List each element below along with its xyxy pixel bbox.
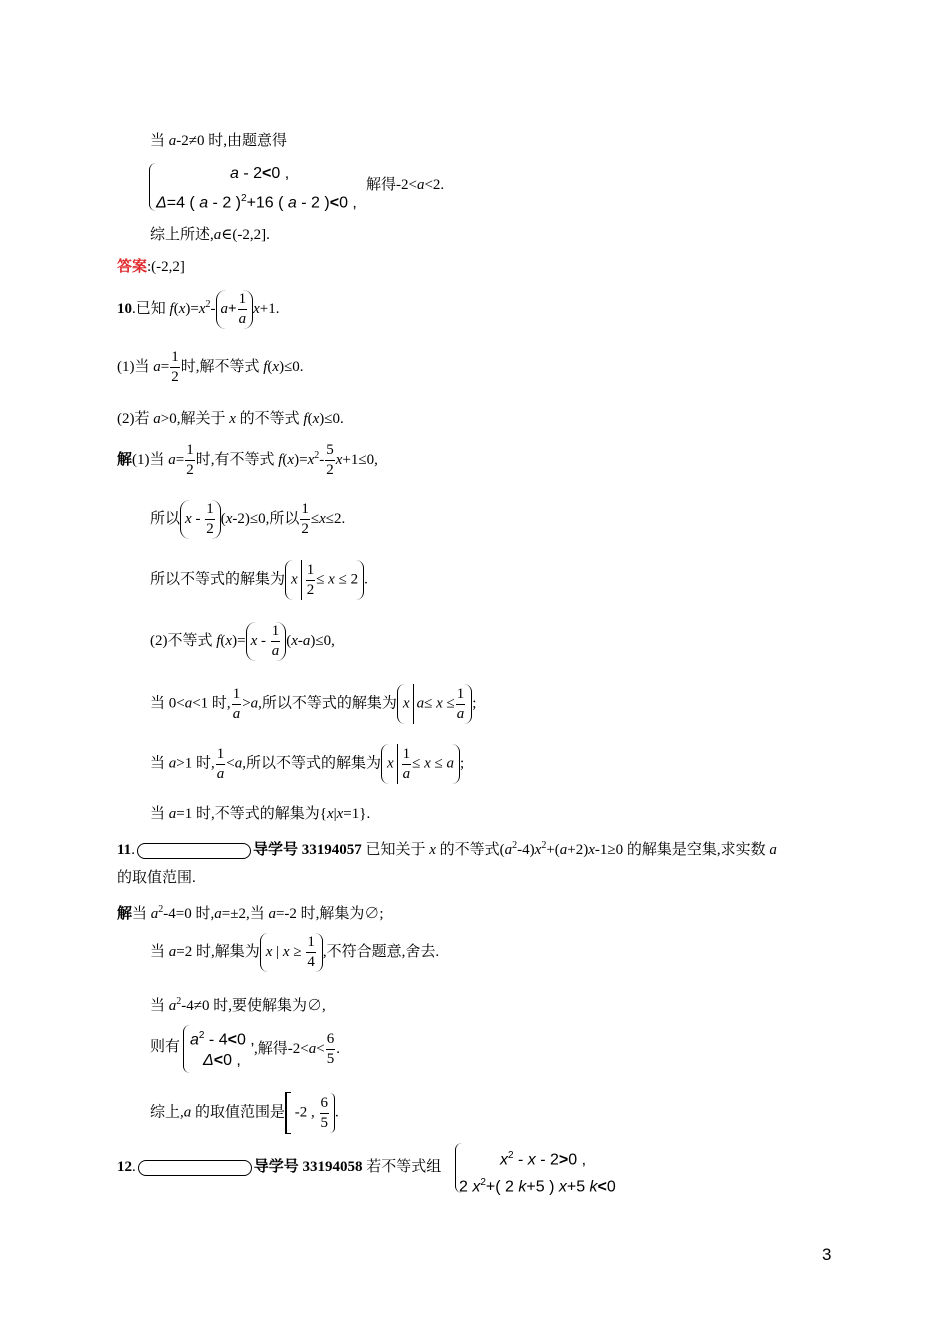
p10-solution-3: 所以不等式的解集为 x $\frac{1}{2}$ ≤ x ≤ 2 . xyxy=(150,560,368,600)
p11-stem-continued: 的取值范围. xyxy=(117,870,196,886)
p10-solution-7: 当 a=1 时,不等式的解集为{x|x=1}. xyxy=(150,806,371,822)
page-number: 3 xyxy=(822,1245,832,1264)
p9-system-line-2: Δ=4 ( a - 2 )$^2$+16 ( a - 2 )<0 , xyxy=(156,193,357,212)
problem-number: 12 xyxy=(117,1159,132,1175)
solution-label: 解 xyxy=(117,906,133,922)
p10-solution-4: (2)不等式 f(x)= x - $\frac{1}{a}$ (x-a)≤0, xyxy=(150,623,335,659)
p9-system-brace xyxy=(149,163,156,211)
p10-solution-6: 当 a>1 时, $\frac{1}{a}$ <a,所以不等式的解集为 x $\frac{1}{a}$ ≤ x ≤ a ; xyxy=(150,744,464,784)
p9-conclusion: 综上所述,a∈(-2,2]. xyxy=(150,227,270,243)
p10-stem: 10.已知 $f(x)=x^2-$ a+ $\frac{1}{a}$ x+1. xyxy=(117,291,280,327)
p12-stem: 12. 导学号 33194058 若不等式组 xyxy=(117,1159,442,1175)
p11-system-line-2: Δ<0 , xyxy=(203,1052,241,1069)
p10-solution-2: 所以 x - $\frac{1}{2}$ (x-2)≤0,所以 $\frac{1}{2}$ ≤x≤2. xyxy=(150,501,346,537)
guide-badge xyxy=(137,843,251,859)
solution-label: 解 xyxy=(117,451,133,468)
p12-system-line-1: $x^2 - x - 2>0$ , xyxy=(500,1150,587,1169)
p11-solution-2: 当 a=2 时,解集为 x | x ≥ $\frac{1}{4}$ ,不符合题意,舍去. xyxy=(150,934,440,970)
p9-answer xyxy=(117,257,185,277)
p9-system-result: 解得-2<a<2. xyxy=(366,177,445,193)
p11-solution-1: 解当 $a^2-4=0$ 时,a=±2,当 a=-2 时,解集为∅; xyxy=(117,904,384,922)
p11-system-line-1: $a^2 - 4<0$ , xyxy=(190,1030,255,1049)
guide-badge xyxy=(138,1160,252,1176)
p11-solution-4-prefix: 则有 xyxy=(150,1039,181,1055)
answer-label: 答案 xyxy=(117,259,148,275)
p10-question-1: (1)当 a= $\frac{1}{2}$ 时,解不等式 f(x)≤0. xyxy=(117,349,304,385)
p12-stem-text: 若不等式组 xyxy=(366,1159,442,1175)
problem-number: 10 xyxy=(117,300,132,317)
p12-system-line-2: 2 $x^2+$( 2 k+5 ) x+5 k<0 xyxy=(459,1177,616,1196)
answer-value: :(-2,2] xyxy=(147,259,185,275)
p11-solution-5: 综上,a 的取值范围是 -2 , $\frac{6}{5}$ . xyxy=(150,1092,339,1134)
p9-case-line: 当 a-2≠0 时,由题意得 xyxy=(150,133,287,149)
p9-system-line-1: a - 2<0 , xyxy=(230,165,290,182)
p11-solution-4-result: ,解得-2<a< $\frac{6}{5}$ . xyxy=(254,1031,340,1067)
p10-solution-1: 解(1)当 a= $\frac{1}{2}$ 时,有不等式 $f(x)=x^2-$ $\frac{5}{2}$ x+1≤0, xyxy=(117,442,378,478)
p11-solution-3: 当 $a^2-4\ne 0$ 时,要使解集为∅, xyxy=(150,996,326,1014)
p10-question-2: (2)若 a>0,解关于 x 的不等式 f(x)≤0. xyxy=(117,411,344,427)
p10-solution-5: 当 0<a<1 时, $\frac{1}{a}$ >a,所以不等式的解集为 x a≤ x ≤ $\frac{1}{a}$ ; xyxy=(150,684,476,724)
guide-number: 导学号 33194057 xyxy=(252,842,362,858)
p11-system-brace xyxy=(183,1025,190,1073)
guide-number: 导学号 33194058 xyxy=(253,1159,363,1175)
p11-stem: 11. 导学号 33194057 已知关于 x 的不等式$(a^2-4)x^2+(a+2)x-1\ge 0$ 的解集是空集,求实数 a xyxy=(117,840,777,858)
problem-number: 11 xyxy=(117,842,132,858)
